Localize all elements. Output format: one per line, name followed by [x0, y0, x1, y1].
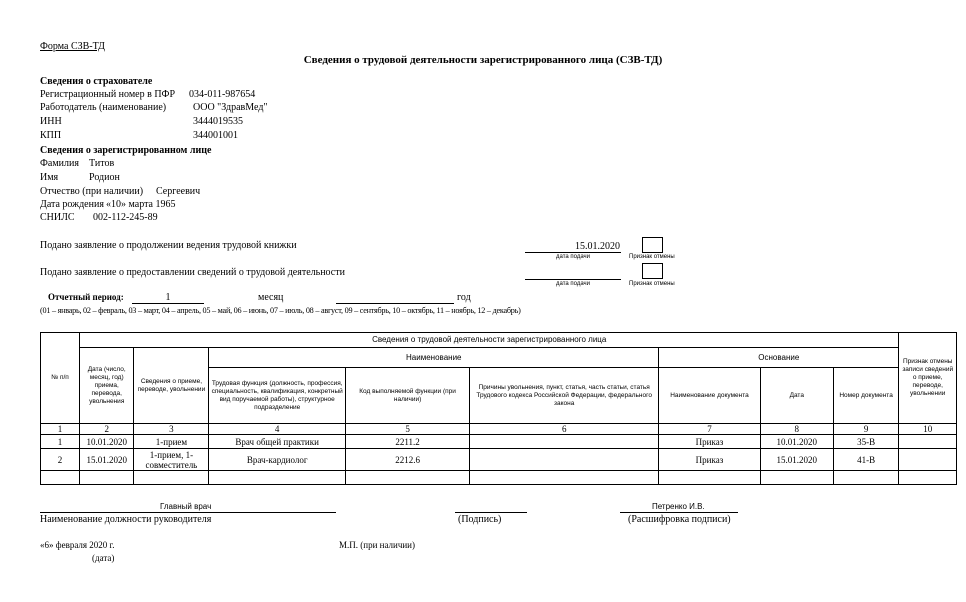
col-number: 3: [134, 424, 209, 435]
column-number-row: [41, 424, 957, 435]
reg-label: Регистрационный номер в ПФР: [40, 89, 175, 100]
reg-value: 034-011-987654: [189, 89, 256, 100]
cell-code: 2212.6: [345, 449, 469, 471]
col-func-header: Трудовая функция (должность, профессия, специальность, квалификация, конкретный вид поручаемой работы), структурное подразделение: [209, 368, 346, 424]
col-sign-header: Признак отмены записи сведений о приеме, переводе, увольнении: [899, 333, 957, 424]
snils-label: СНИЛС: [40, 212, 75, 223]
cell-func: Врач-кардиолог: [209, 449, 346, 471]
continue-cancel-box[interactable]: [642, 237, 663, 253]
col-number: 2: [80, 424, 134, 435]
continue-date: 15.01.2020: [575, 241, 620, 252]
cell-code: 2211.2: [345, 435, 469, 449]
period-year-line: [336, 303, 454, 304]
continue-date-caption: дата подачи: [555, 254, 591, 260]
period-label: Отчетный период:: [48, 292, 124, 302]
continue-label: Подано заявление о продолжении ведения трудовой книжки: [40, 240, 297, 251]
col-number: 7: [659, 424, 761, 435]
cell-docdate: 10.01.2020: [760, 435, 833, 449]
col-docname-header: Наименование документа: [659, 368, 761, 424]
employer-value: ООО "ЗдравМед": [193, 102, 268, 113]
cell-docname: Приказ: [659, 435, 761, 449]
col-number: 9: [833, 424, 899, 435]
birth-value: «10» марта 1965: [106, 199, 176, 210]
activity-table: [40, 332, 957, 485]
kpp-value: 344001001: [193, 130, 238, 141]
decode-label: (Расшифровка подписи): [628, 514, 731, 525]
cell-info: 1-прием, 1-совместитель: [134, 449, 209, 471]
continue-cancel-caption: Признак отмены: [629, 254, 675, 260]
insurer-heading: Сведения о страхователе: [40, 76, 153, 87]
col-number: 8: [760, 424, 833, 435]
form-title: Сведения о трудовой деятельности зарегистрированного лица (СЗВ-ТД): [303, 54, 663, 66]
cell-info: 1-прием: [134, 435, 209, 449]
snils-value: 002-112-245-89: [93, 212, 158, 223]
col-reason-header: Причины увольнения, пункт, статья, часть статьи, статья Трудового кодекса Российской Федерации, федерального закона: [470, 368, 659, 424]
col-number: 5: [345, 424, 469, 435]
surname-label: Фамилия: [40, 158, 79, 169]
osn-group-header: Основание: [659, 348, 899, 368]
position-line: [40, 512, 336, 513]
table-row-empty: [41, 471, 957, 485]
cell-docname: Приказ: [659, 449, 761, 471]
person-heading: Сведения о зарегистрированном лице: [40, 145, 212, 156]
sign-line: [455, 512, 527, 513]
provide-label: Подано заявление о предоставлении сведений о трудовой деятельности: [40, 267, 345, 278]
form-code: Форма СЗВ-ТД: [40, 41, 105, 52]
cell-docnum: 41-В: [833, 449, 899, 471]
patronymic-value: Сергеевич: [156, 186, 201, 197]
col-number: 10: [899, 424, 957, 435]
period-month-word: месяц: [258, 292, 284, 303]
inn-value: 3444019535: [193, 116, 243, 127]
provide-date-caption: дата подачи: [555, 281, 591, 287]
cell-date: 10.01.2020: [80, 435, 134, 449]
cell-reason: [470, 449, 659, 471]
position-label: Наименование должности руководителя: [40, 514, 212, 525]
patronymic-label: Отчество (при наличии): [40, 186, 144, 197]
employer-label: Работодатель (наименование): [40, 102, 167, 113]
decode-line: [620, 512, 738, 513]
col-info-header: Сведения о приеме, переводе, увольнении: [134, 348, 209, 424]
provide-cancel-box[interactable]: [642, 263, 663, 279]
period-year-word: год: [457, 292, 471, 303]
sign-date-label: (дата): [92, 553, 115, 563]
period-month-line: [132, 303, 204, 304]
col-docdate-header: Дата: [760, 368, 833, 424]
cell-num: 1: [41, 435, 80, 449]
surname-value: Титов: [89, 158, 115, 169]
col-number: 6: [470, 424, 659, 435]
name-value: Родион: [89, 172, 120, 183]
cell-docdate: 15.01.2020: [760, 449, 833, 471]
cell-num: 2: [41, 449, 80, 471]
col-num-header: № п/п: [41, 333, 80, 424]
provide-date-line: [525, 279, 621, 280]
continue-date-line: [525, 252, 621, 253]
naim-group-header: Наименование: [209, 348, 659, 368]
cell-date: 15.01.2020: [80, 449, 134, 471]
table-row: [41, 449, 957, 471]
inn-label: ИНН: [40, 116, 62, 127]
position-value: Главный врач: [160, 502, 212, 511]
cell-docnum: 35-В: [833, 435, 899, 449]
provide-cancel-caption: Признак отмены: [629, 281, 675, 287]
cell-func: Врач общей практики: [209, 435, 346, 449]
sign-label: (Подпись): [458, 514, 502, 525]
table-row: [41, 435, 957, 449]
period-month-value: 1: [165, 292, 171, 303]
col-number: 4: [209, 424, 346, 435]
kpp-label: КПП: [40, 130, 62, 141]
sign-date-value: «6» февраля 2020 г.: [40, 540, 115, 550]
period-legend: (01 – январь, 02 – февраль, 03 – март, 04 – апрель, 05 – май, 06 – июнь, 07 – июль, 08 – август, 09 – сентябрь, 10 – октябрь, 11 – ноябрь, 12 – декабрь): [40, 306, 521, 315]
name-label: Имя: [40, 172, 59, 183]
cell-sign: [899, 449, 957, 471]
decode-value: Петренко И.В.: [652, 502, 705, 511]
col-docnum-header: Номер документа: [833, 368, 899, 424]
col-number: 1: [41, 424, 80, 435]
col-code-header: Код выполняемой функции (при наличии): [345, 368, 469, 424]
birth-label: Дата рождения: [40, 199, 104, 210]
stamp-label: М.П. (при наличии): [339, 540, 415, 550]
cell-sign: [899, 435, 957, 449]
col-date-header: Дата (число, месяц, год) приема, перевода, увольнения: [80, 348, 134, 424]
table-top-header: Сведения о трудовой деятельности зарегистрированного лица: [80, 333, 899, 348]
cell-reason: [470, 435, 659, 449]
